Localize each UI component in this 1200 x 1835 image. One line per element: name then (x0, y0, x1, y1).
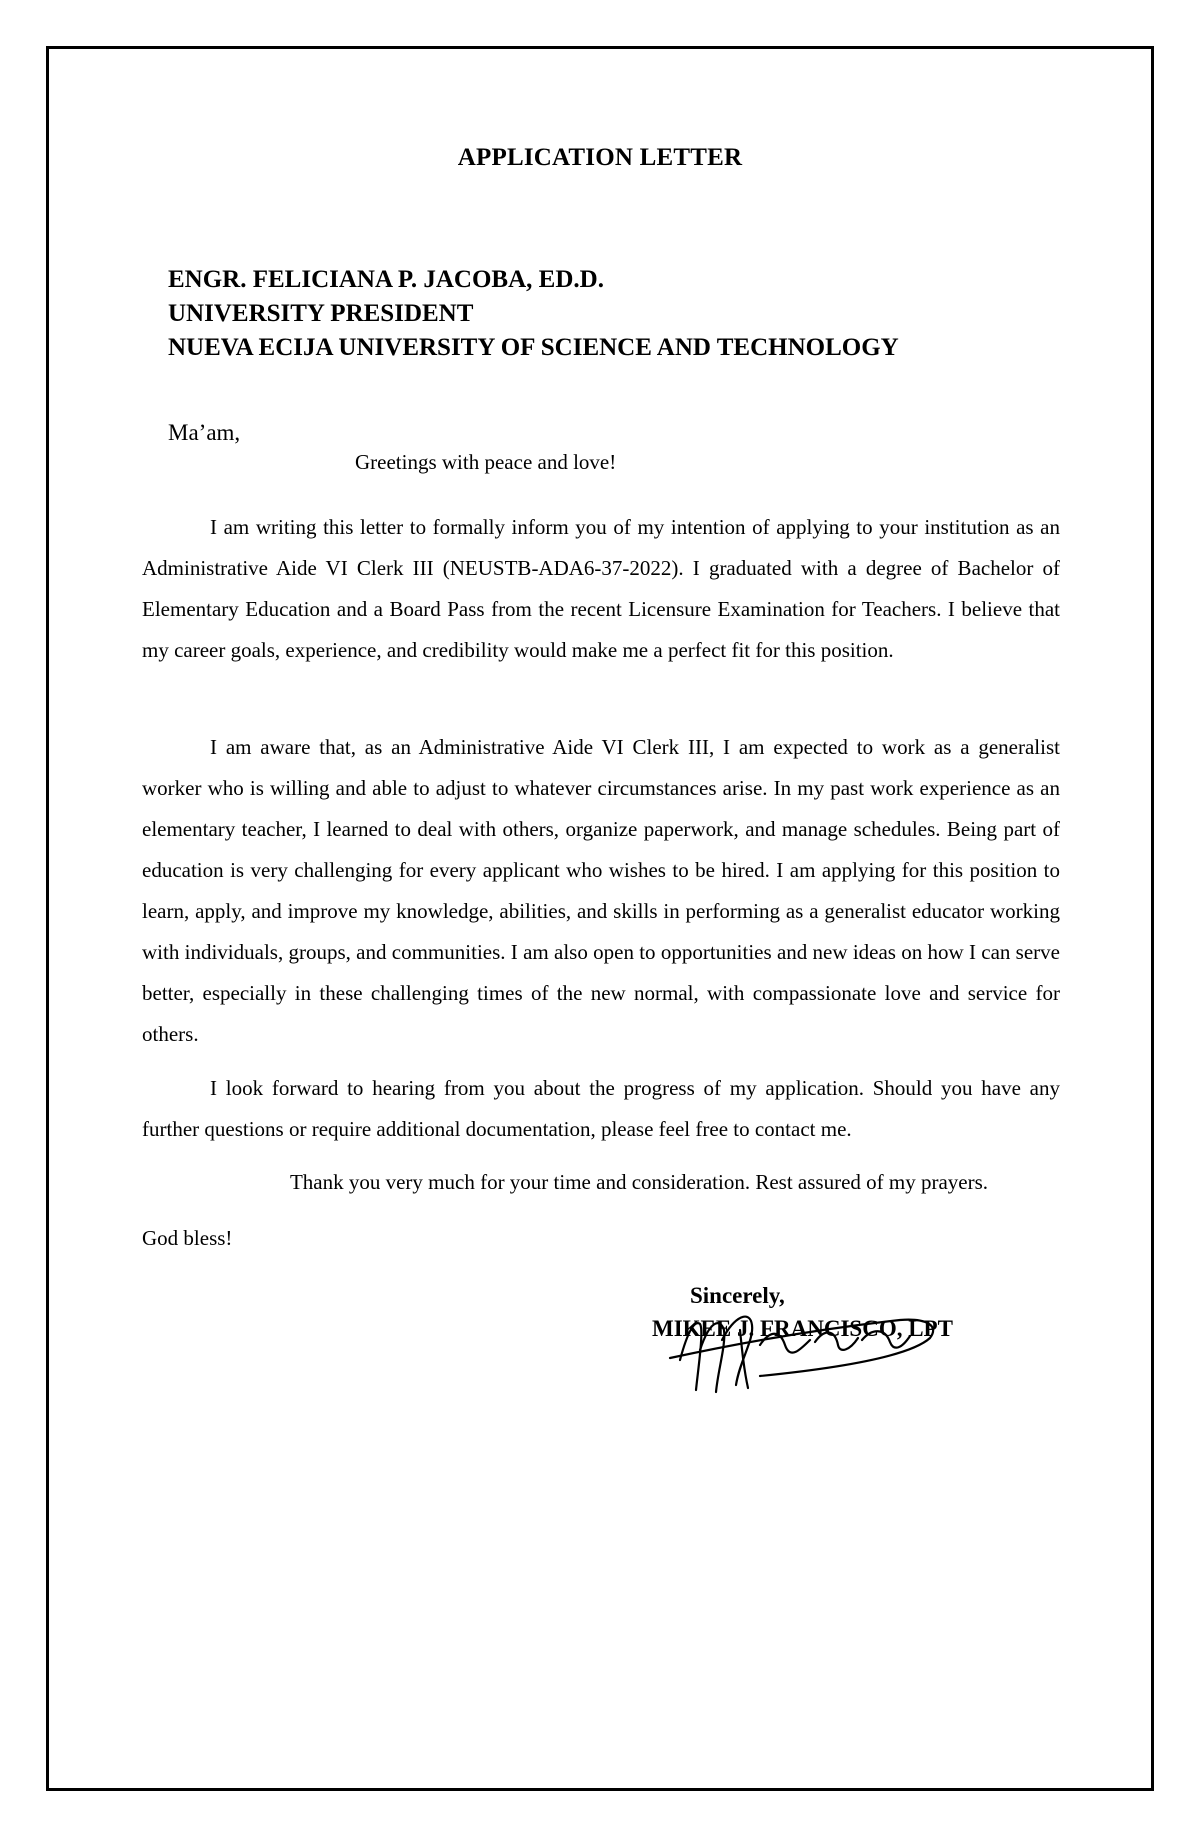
body-paragraph-1: I am writing this letter to formally inform you of my intention of applying to your institution as an Administrative Aide VI Clerk III (NEUSTB-ADA6-37-2022). I graduated with a degree of Bachelor of Elementary Education and a Board Pass from the recent Licensure Examination for Teachers. I believe that my career goals, experience, and credibility would make me a perfect fit for this position. (142, 515, 1060, 662)
thanks-line: Thank you very much for your time and consideration. Rest assured of my prayers. (289, 1170, 989, 1194)
body-paragraph-2: I am aware that, as an Administrative Aide VI Clerk III, I am expected to work as a generalist worker who is willing and able to adjust to whatever circumstances arise. In my past work experience as an elementary teacher, I learned to deal with others, organize paperwork, and manage schedules. Being part of education is very challenging for every applicant who wishes to be hired. I am applying for this position to learn, apply, and improve my knowledge, abilities, and skills in performing as a generalist educator working with individuals, groups, and communities. I am also open to opportunities and new ideas on how I can serve better, especially in these challenging times of the new normal, with compassionate love and service for others. (142, 735, 1060, 1046)
handwritten-signature (640, 1290, 970, 1400)
sign-off: Sincerely, (690, 1283, 785, 1308)
recipient-block (168, 263, 899, 365)
body-paragraph-3: I look forward to hearing from you about the progress of my application. Should you have any further questions or require additional documentation, please feel free to contact me. (142, 1076, 1060, 1141)
recipient-name: ENGR. FELICIANA P. JACOBA, ED.D. (168, 266, 604, 293)
recipient-position: UNIVERSITY PRESIDENT (168, 300, 474, 327)
salutation: Ma’am, (168, 420, 241, 445)
recipient-institution: NUEVA ECIJA UNIVERSITY OF SCIENCE AND TECHNOLOGY (168, 334, 899, 361)
signatory-name: MIKEE J. FRANCISCO, LPT (652, 1316, 953, 1341)
closing-line: God bless! (142, 1226, 233, 1250)
greeting: Greetings with peace and love! (355, 450, 617, 474)
letter-title: APPLICATION LETTER (457, 144, 743, 171)
